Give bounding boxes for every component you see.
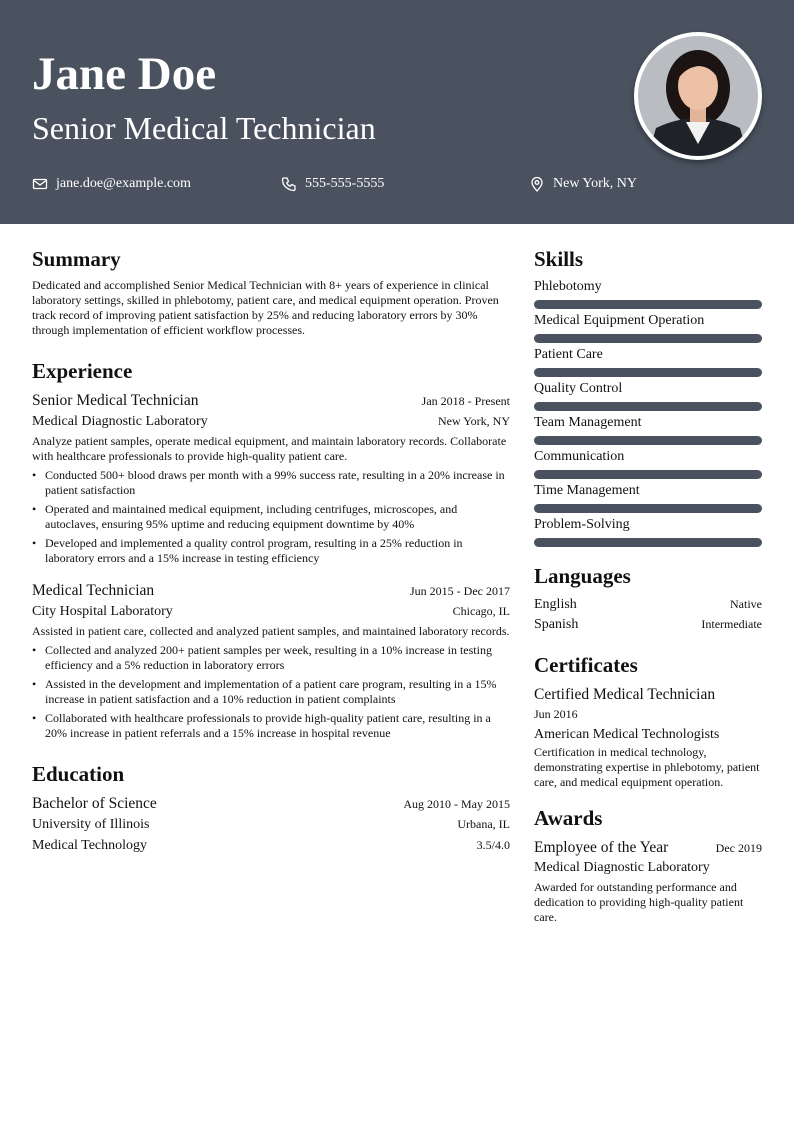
skill-item (534, 414, 762, 445)
skill-bar (534, 470, 762, 479)
skills-heading: Skills (534, 247, 584, 271)
summary-heading: Summary (32, 247, 121, 271)
language-name: Spanish (534, 617, 579, 632)
skill-name: Time Management (534, 483, 640, 498)
experience-heading: Experience (32, 359, 133, 383)
job-entry (32, 580, 510, 741)
skill-item (534, 278, 762, 309)
skill-bar (534, 300, 762, 309)
education-heading: Education (32, 762, 125, 786)
skill-name: Communication (534, 449, 625, 464)
job-company: Medical Diagnostic Laboratory (32, 414, 208, 429)
job-location: New York, NY (437, 414, 510, 428)
field-of-study: Medical Technology (32, 838, 148, 853)
skill-bar (534, 368, 762, 377)
skills-section (534, 246, 762, 547)
skill-bar (534, 538, 762, 547)
education-section (32, 761, 510, 856)
job-company: City Hospital Laboratory (32, 604, 173, 619)
certificate-date: Jun 2016 (534, 707, 578, 721)
job-bullet: • Collaborated with healthcare professionals to provide high-quality patient care, resulting in a 20% increase in patient referrals and a 15% increase in hospital revenue (32, 711, 510, 741)
certificate-name: Certified Medical Technician (534, 686, 716, 703)
phone-text: 555-555-5555 (305, 176, 385, 191)
skill-name: Patient Care (534, 347, 603, 362)
contact-phone[interactable] (281, 174, 384, 194)
certificate-description: Certification in medical technology, demonstrating expertise in phlebotomy, patient care, and medical equipment operation. (534, 745, 760, 789)
job-bullet: • Assisted in the development and implementation of a patient care program, resulting in a 15% increase in patient satisfaction and a 10% reduction in patient complaints (32, 677, 510, 707)
skill-item (534, 380, 762, 411)
skill-name: Medical Equipment Operation (534, 313, 705, 328)
award-name: Employee of the Year (534, 839, 669, 856)
location-pin-icon (529, 176, 545, 192)
side-column (534, 246, 762, 925)
job-description: Analyze patient samples, operate medical equipment, and maintain laboratory records. Collaborate with healthcare professionals to provide high-quality patient care. (32, 434, 507, 463)
awards-heading: Awards (534, 806, 603, 830)
main-column (32, 246, 510, 856)
gpa: 3.5/4.0 (476, 838, 510, 852)
awards-section (534, 805, 762, 925)
language-name: English (534, 597, 577, 612)
skill-name: Team Management (534, 415, 642, 430)
resume-header (0, 0, 794, 224)
skill-item (534, 312, 762, 343)
education-dates: Aug 2010 - May 2015 (403, 797, 510, 811)
award-description: Awarded for outstanding performance and dedication to providing high-quality patient care. (534, 880, 744, 924)
job-dates: Jan 2018 - Present (421, 394, 510, 408)
skill-name: Phlebotomy (534, 279, 602, 294)
certificates-heading: Certificates (534, 653, 638, 677)
job-description: Assisted in patient care, collected and analyzed patient samples, and maintained laboratory records. (32, 624, 510, 638)
certificates-section (534, 652, 762, 790)
mail-icon (32, 176, 48, 192)
skill-bar (534, 504, 762, 513)
candidate-title: Senior Medical Technician (32, 110, 376, 146)
job-title: Medical Technician (32, 582, 155, 599)
skill-name: Problem-Solving (534, 517, 630, 532)
certificate-issuer: American Medical Technologists (534, 727, 720, 742)
job-bullet: • Conducted 500+ blood draws per month with a 99% success rate, resulting in a 20% increase in patient satisfaction (32, 468, 510, 498)
phone-icon (281, 176, 297, 192)
skill-bar (534, 334, 762, 343)
experience-section (32, 358, 510, 741)
degree: Bachelor of Science (32, 795, 157, 812)
award-organization: Medical Diagnostic Laboratory (534, 860, 710, 875)
job-bullet: • Operated and maintained medical equipment, including centrifuges, microscopes, and autoclaves, ensuring 95% uptime and reducing equipment downtime by 40% (32, 502, 510, 532)
award-date: Dec 2019 (715, 841, 762, 855)
language-level: Native (730, 597, 762, 611)
skill-item (534, 346, 762, 377)
job-bullet: • Developed and implemented a quality control program, resulting in a 25% reduction in laboratory errors and a 15% increase in testing efficiency (32, 536, 510, 566)
skill-item (534, 482, 762, 513)
job-dates: Jun 2015 - Dec 2017 (410, 584, 510, 598)
job-bullets (32, 643, 510, 741)
job-bullet: • Collected and analyzed 200+ patient samples per week, resulting in a 10% increase in testing efficiency and a 5% reduction in laboratory errors (32, 643, 510, 673)
contact-location (529, 174, 637, 194)
languages-heading: Languages (534, 564, 631, 588)
location-text: New York, NY (553, 176, 638, 191)
language-level: Intermediate (701, 617, 762, 631)
email-text: jane.doe@example.com (56, 176, 191, 191)
summary-text: Dedicated and accomplished Senior Medical Technician with 8+ years of experience in clinical laboratory settings, skilled in phlebotomy, patient care, and medical equipment operation. Proven track record of improving patient satisfaction by 25% and reducing laboratory errors by 30% through implementation of efficient workflow processes. (32, 278, 499, 337)
skill-bar (534, 402, 762, 411)
languages-section (534, 563, 762, 635)
summary-section (32, 246, 510, 338)
skill-item (534, 448, 762, 479)
job-location: Chicago, IL (452, 604, 510, 618)
profile-photo (634, 32, 762, 160)
skill-item (534, 516, 762, 547)
job-entry (32, 390, 510, 566)
job-bullets (32, 468, 510, 566)
candidate-name: Jane Doe (32, 48, 217, 100)
school-location: Urbana, IL (457, 817, 510, 831)
skill-bar (534, 436, 762, 445)
school: University of Illinois (32, 817, 150, 832)
skill-name: Quality Control (534, 381, 623, 396)
job-title: Senior Medical Technician (32, 392, 199, 409)
contact-email[interactable] (32, 174, 191, 194)
